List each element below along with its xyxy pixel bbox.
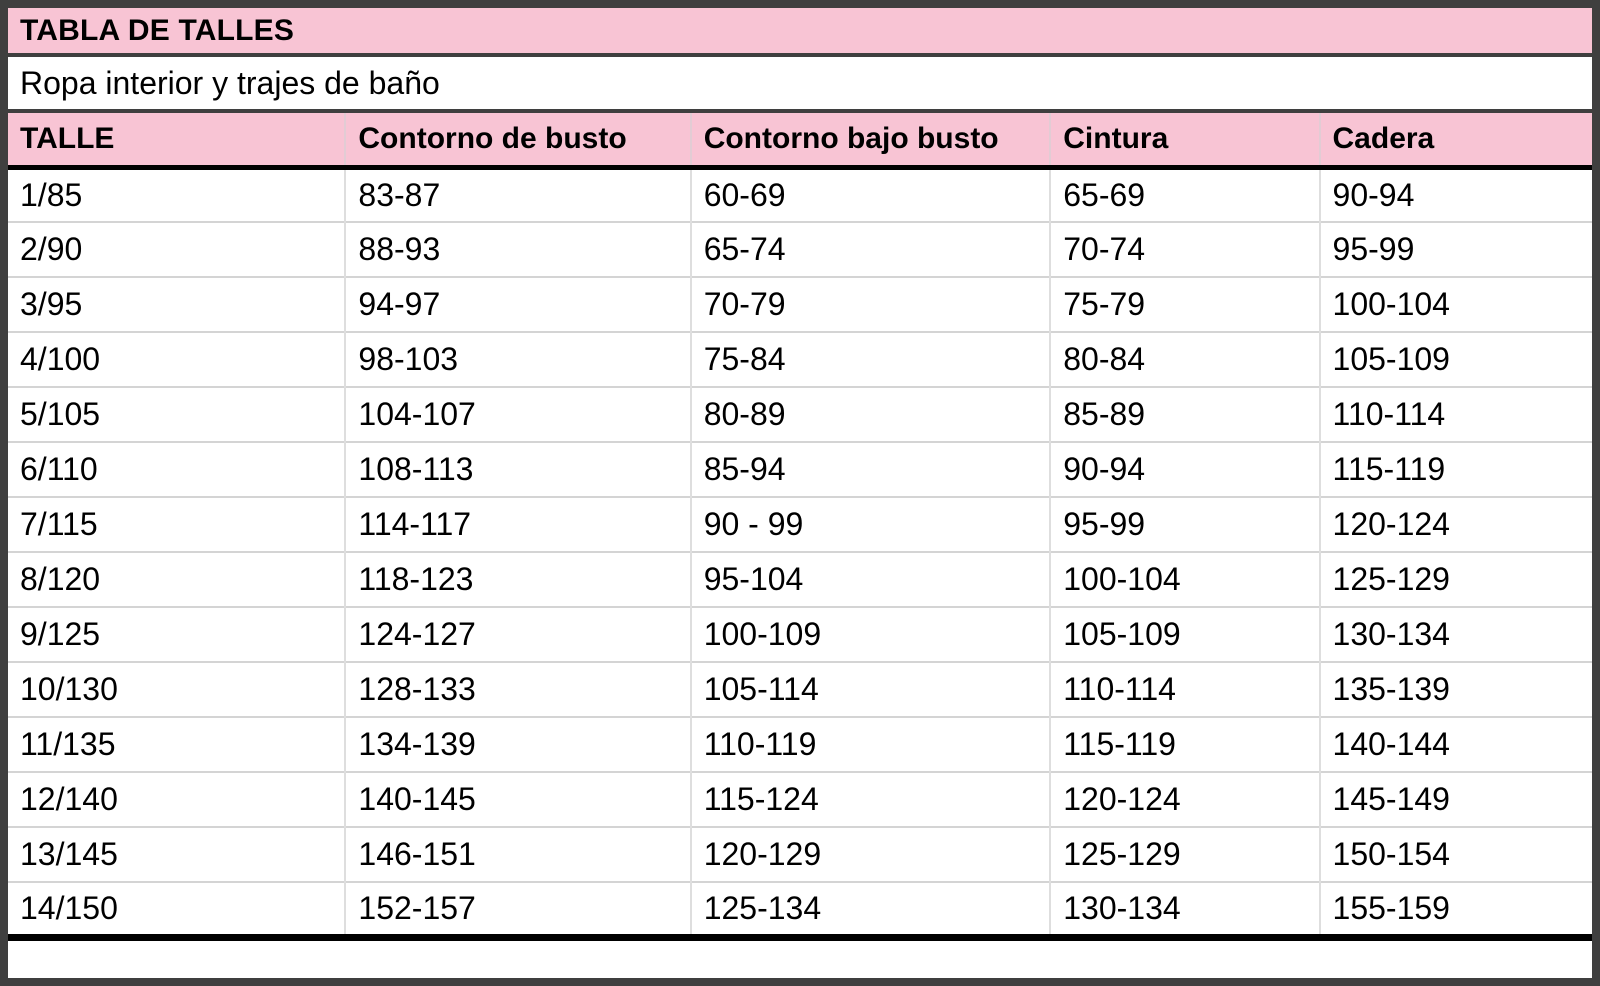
measurement-cell: 95-104 <box>691 552 1051 607</box>
column-header: TALLE <box>8 113 345 167</box>
size-cell: 2/90 <box>8 222 345 277</box>
measurement-cell: 75-84 <box>691 332 1051 387</box>
measurement-cell: 125-134 <box>691 882 1051 937</box>
size-cell: 11/135 <box>8 717 345 772</box>
measurement-cell: 85-94 <box>691 442 1051 497</box>
measurement-cell: 100-104 <box>1320 277 1592 332</box>
measurement-cell: 80-89 <box>691 387 1051 442</box>
column-header: Cintura <box>1050 113 1319 167</box>
measurement-cell: 70-74 <box>1050 222 1319 277</box>
measurement-cell: 65-69 <box>1050 167 1319 222</box>
sizes-table <box>8 113 1592 941</box>
table-subtitle: Ropa interior y trajes de baño <box>8 57 1592 113</box>
table-row <box>8 332 1592 387</box>
measurement-cell: 88-93 <box>345 222 690 277</box>
measurement-cell: 118-123 <box>345 552 690 607</box>
measurement-cell: 128-133 <box>345 662 690 717</box>
table-row <box>8 662 1592 717</box>
measurement-cell: 146-151 <box>345 827 690 882</box>
measurement-cell: 155-159 <box>1320 882 1592 937</box>
measurement-cell: 152-157 <box>345 882 690 937</box>
measurement-cell: 140-145 <box>345 772 690 827</box>
measurement-cell: 95-99 <box>1320 222 1592 277</box>
measurement-cell: 105-114 <box>691 662 1051 717</box>
measurement-cell: 115-119 <box>1050 717 1319 772</box>
measurement-cell: 130-134 <box>1320 607 1592 662</box>
measurement-cell: 145-149 <box>1320 772 1592 827</box>
measurement-cell: 150-154 <box>1320 827 1592 882</box>
size-cell: 5/105 <box>8 387 345 442</box>
measurement-cell: 100-109 <box>691 607 1051 662</box>
measurement-cell: 140-144 <box>1320 717 1592 772</box>
measurement-cell: 125-129 <box>1050 827 1319 882</box>
measurement-cell: 125-129 <box>1320 552 1592 607</box>
measurement-cell: 95-99 <box>1050 497 1319 552</box>
table-row <box>8 167 1592 222</box>
measurement-cell: 60-69 <box>691 167 1051 222</box>
measurement-cell: 120-129 <box>691 827 1051 882</box>
measurement-cell: 105-109 <box>1050 607 1319 662</box>
measurement-cell: 120-124 <box>1320 497 1592 552</box>
measurement-cell: 70-79 <box>691 277 1051 332</box>
measurement-cell: 110-119 <box>691 717 1051 772</box>
measurement-cell: 114-117 <box>345 497 690 552</box>
measurement-cell: 104-107 <box>345 387 690 442</box>
table-title: TABLA DE TALLES <box>8 8 1592 57</box>
measurement-cell: 94-97 <box>345 277 690 332</box>
table-row <box>8 222 1592 277</box>
measurement-cell: 110-114 <box>1320 387 1592 442</box>
measurement-cell: 115-119 <box>1320 442 1592 497</box>
measurement-cell: 100-104 <box>1050 552 1319 607</box>
size-cell: 9/125 <box>8 607 345 662</box>
table-row <box>8 552 1592 607</box>
measurement-cell: 124-127 <box>345 607 690 662</box>
measurement-cell: 85-89 <box>1050 387 1319 442</box>
table-body <box>8 167 1592 937</box>
measurement-cell: 83-87 <box>345 167 690 222</box>
size-cell: 4/100 <box>8 332 345 387</box>
measurement-cell: 65-74 <box>691 222 1051 277</box>
measurement-cell: 80-84 <box>1050 332 1319 387</box>
size-cell: 7/115 <box>8 497 345 552</box>
table-row <box>8 772 1592 827</box>
measurement-cell: 90-94 <box>1050 442 1319 497</box>
table-row <box>8 442 1592 497</box>
measurement-cell: 120-124 <box>1050 772 1319 827</box>
table-row <box>8 497 1592 552</box>
measurement-cell: 105-109 <box>1320 332 1592 387</box>
measurement-cell: 135-139 <box>1320 662 1592 717</box>
measurement-cell: 130-134 <box>1050 882 1319 937</box>
table-row <box>8 717 1592 772</box>
measurement-cell: 90-94 <box>1320 167 1592 222</box>
column-header: Contorno bajo busto <box>691 113 1051 167</box>
table-row <box>8 607 1592 662</box>
size-cell: 14/150 <box>8 882 345 937</box>
size-cell: 6/110 <box>8 442 345 497</box>
measurement-cell: 108-113 <box>345 442 690 497</box>
measurement-cell: 134-139 <box>345 717 690 772</box>
size-cell: 3/95 <box>8 277 345 332</box>
table-row <box>8 277 1592 332</box>
column-header: Cadera <box>1320 113 1592 167</box>
size-cell: 13/145 <box>8 827 345 882</box>
table-row <box>8 827 1592 882</box>
table-row <box>8 387 1592 442</box>
measurement-cell: 98-103 <box>345 332 690 387</box>
measurement-cell: 115-124 <box>691 772 1051 827</box>
header-row <box>8 113 1592 167</box>
measurement-cell: 75-79 <box>1050 277 1319 332</box>
size-cell: 1/85 <box>8 167 345 222</box>
measurement-cell: 110-114 <box>1050 662 1319 717</box>
size-cell: 10/130 <box>8 662 345 717</box>
size-cell: 8/120 <box>8 552 345 607</box>
column-header: Contorno de busto <box>345 113 690 167</box>
size-cell: 12/140 <box>8 772 345 827</box>
measurement-cell: 90 - 99 <box>691 497 1051 552</box>
table-row <box>8 882 1592 937</box>
